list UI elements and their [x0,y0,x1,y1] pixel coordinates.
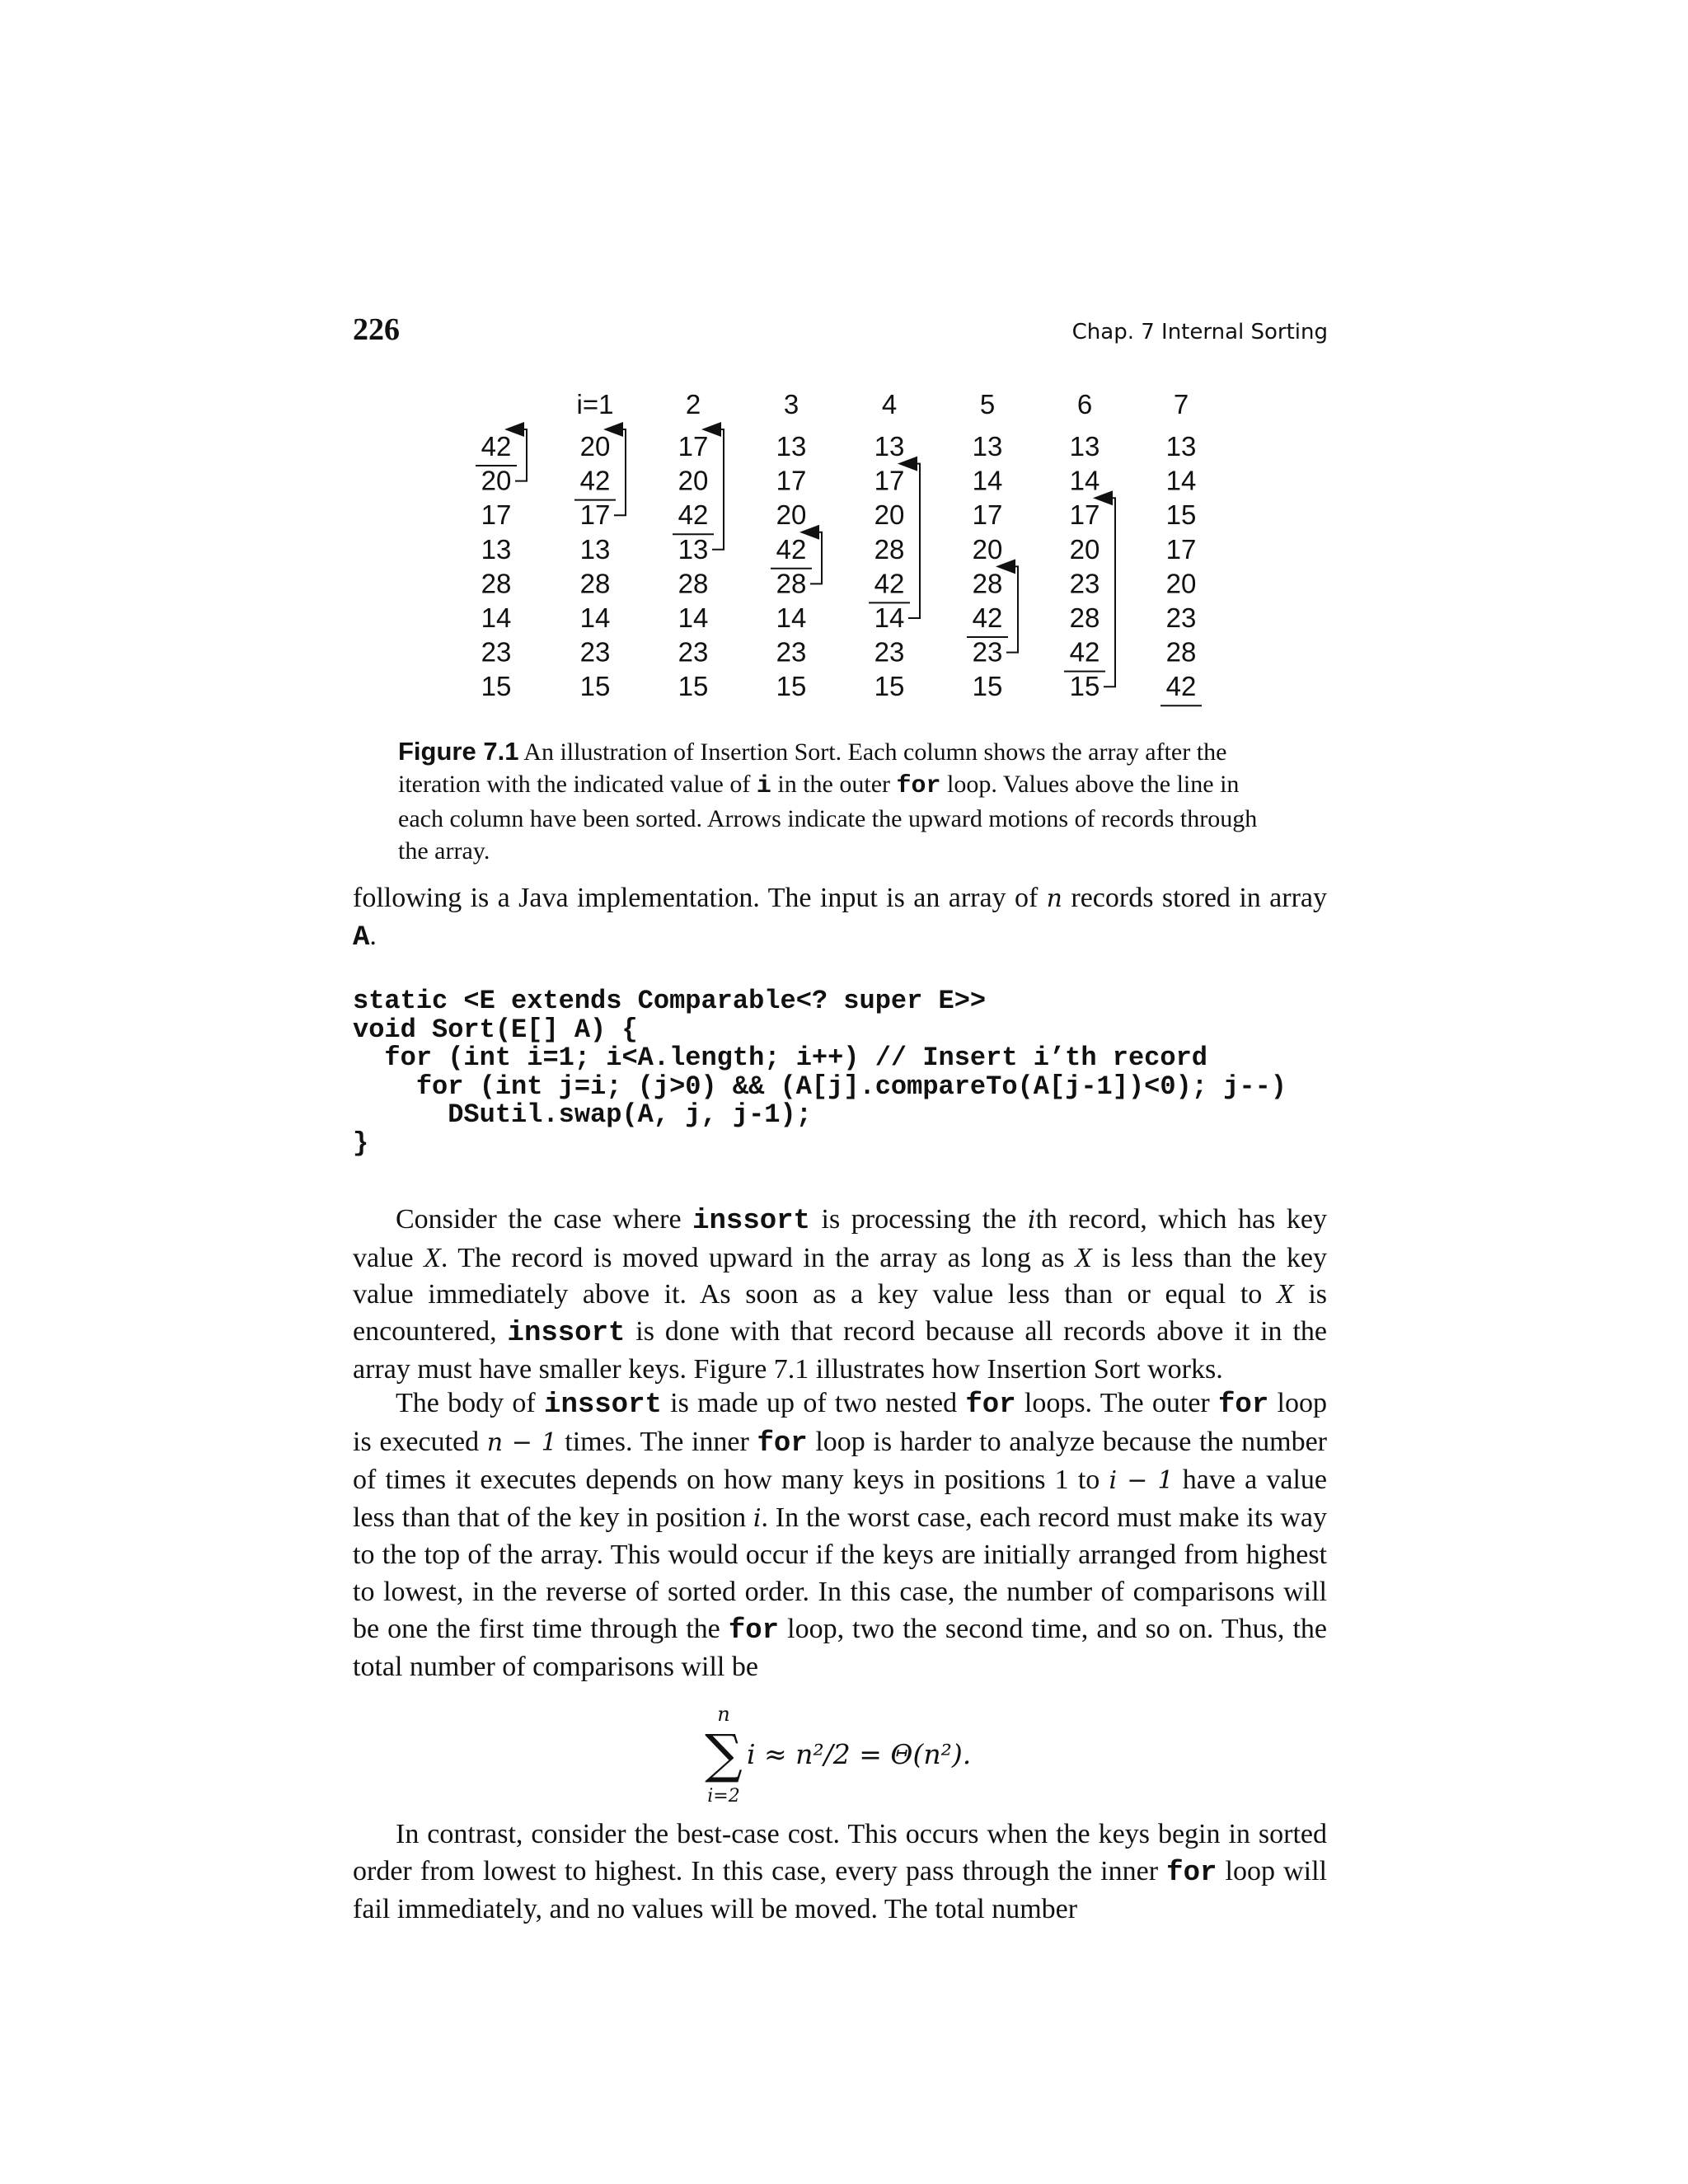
array-value: 23 [776,636,807,668]
code-for: for [965,1390,1016,1421]
text-run: th record, which has key value [353,1204,1327,1273]
sum-body: i ≈ n²/2 = Θ(n²). [747,1738,972,1770]
array-value: 20 [874,499,905,531]
text-run: is made up of two nested [661,1388,966,1418]
array-value: 14 [1069,465,1100,496]
code-block [353,987,1287,1158]
array-value: 15 [678,671,709,702]
sum-upper-limit: n [717,1703,730,1726]
code-line: for (int j=i; (j>0) && (A[j].compareTo(A[j-1])<0); j--) [353,1071,1287,1102]
array-value: 28 [874,533,905,565]
array-value: 13 [874,431,905,462]
summation-equation [0,1698,1688,1813]
array-value: 23 [579,636,611,668]
caption-code-i: i [756,772,771,800]
code-for: for [1166,1857,1217,1889]
text-run: loop is executed [353,1388,1327,1457]
array-value: 14 [678,602,709,633]
array-value: 42 [776,533,807,565]
text-run: is less than the key value immediately above it. As soon as a key value less than or equal to [353,1242,1327,1310]
array-value: 17 [972,499,1003,531]
code-line: DSutil.swap(A, j, j-1); [353,1099,812,1130]
array-value: 17 [678,431,709,462]
column-header: 5 [979,389,996,419]
figure-label: Figure 7.1 [398,737,519,766]
array-value: 17 [1165,533,1197,565]
text-run: loop, two the second time, and so on. Thus, the total number of comparisons will be [353,1613,1327,1683]
math-var: i [1027,1206,1036,1235]
array-value: 15 [579,671,611,702]
array-value: 20 [972,533,1003,565]
array-value: 42 [1069,636,1100,668]
array-value: 13 [579,533,611,565]
text-run: records stored in array [1062,883,1327,913]
caption-text: in the outer [771,771,897,798]
text-run: . In the worst case, each record must make its way to the top of the array. This would occur if the keys are initially arranged from highest to lowest, in the reverse of sorted order. In this case, the number of comparisons will be one the first time through the [353,1502,1327,1644]
running-head: Chap. 7 Internal Sorting [1071,320,1328,344]
text-run: . [369,920,377,951]
array-value: 15 [972,671,1003,702]
math-expr: i − 1 [1109,1466,1174,1496]
array-value: 28 [678,568,709,599]
italic-x: X [1276,1279,1294,1310]
code-line: } [353,1127,369,1159]
column-header: 2 [685,389,701,419]
intro-paragraph [353,880,1327,956]
array-value: 42 [874,568,905,599]
array-value: 15 [776,671,807,702]
text-run: Consider the case where [396,1204,693,1235]
text-run: loop is harder to analyze because the number of times it executes depends on how many keys in positions 1 to [353,1426,1327,1496]
array-value: 17 [481,499,512,531]
array-value: 20 [1069,533,1100,565]
array-value: 17 [776,465,807,496]
italic-x: X [1075,1242,1092,1273]
array-value: 20 [1165,568,1197,599]
code-for: for [728,1615,780,1647]
code-for: for [757,1427,808,1460]
array-value: 14 [972,465,1003,496]
array-value: 15 [1069,671,1100,702]
array-value: 28 [579,568,611,599]
column-header: i=1 [576,389,614,419]
text-run: . The record is moved upward in the array as long as [440,1242,1076,1273]
array-value: 28 [481,568,512,599]
sigma-symbol: ∑ [705,1724,743,1785]
array-value: 13 [972,431,1003,462]
array-value: 42 [481,431,512,462]
italic-x: X [424,1242,441,1273]
caption-text: An illustration of Insertion Sort. Each column shows the array after the iteration with the indicated value of [398,738,1227,798]
array-value: 28 [972,568,1003,599]
text-run: loops. The outer [1015,1388,1219,1418]
code-inssort: inssort [544,1390,662,1421]
array-value: 23 [1165,602,1197,633]
array-value: 20 [678,465,709,496]
array-value: 23 [874,636,905,668]
code-inssort: inssort [692,1206,810,1237]
array-value: 15 [874,671,905,702]
array-value: 15 [481,671,512,702]
array-value: 14 [481,602,512,633]
array-value: 17 [874,465,905,496]
text-run: times. The inner [556,1426,757,1457]
insertion-sort-figure [0,0,1688,725]
column-header: 6 [1076,389,1093,419]
array-value: 42 [972,602,1003,633]
text-run: following is a Java implementation. The input is an array of [353,883,1047,913]
array-value: 14 [579,602,611,633]
array-value: 13 [1165,431,1197,462]
paragraph-3 [353,1816,1327,1929]
math-var: i [753,1503,762,1533]
array-value: 23 [1069,568,1100,599]
text-run: loop will fail immediately, and no values will be moved. The total number [353,1855,1327,1925]
paragraph-2 [353,1385,1327,1686]
caption-code-for: for [896,772,941,800]
array-value: 23 [678,636,709,668]
figure-caption [398,735,1288,867]
column-header: 3 [783,389,799,419]
array-value: 13 [481,533,512,565]
array-value: 28 [1069,602,1100,633]
array-value: 23 [972,636,1003,668]
column-header: 7 [1173,389,1189,419]
array-value: 14 [874,602,905,633]
paragraph-1 [353,1202,1327,1389]
array-value: 42 [678,499,709,531]
text-run: is done with that record because all records above it in the array must have smaller keys. Figure 7.1 illustrates how Insertion Sort works. [353,1315,1327,1385]
array-value: 23 [481,636,512,668]
math-expr: n − 1 [486,1427,557,1457]
text-run: The body of [396,1388,545,1418]
column-header: 4 [881,389,898,419]
array-value: 20 [776,499,807,531]
array-value: 17 [579,499,611,531]
text-run: have a value less than that of the key in position [353,1465,1328,1533]
code-line: static <E extends Comparable<? super E>> [353,986,987,1016]
code-for: for [1218,1390,1269,1421]
array-value: 13 [1069,431,1100,462]
array-value: 42 [579,465,611,496]
array-value: 14 [1165,465,1197,496]
array-value: 17 [1069,499,1100,531]
array-value: 28 [1165,636,1197,668]
array-value: 20 [481,465,512,496]
page-number: 226 [353,312,400,347]
code-line: for (int i=1; i<A.length; i++) // Insert i’th record [353,1043,1207,1073]
code-var: A [353,921,370,954]
array-value: 14 [776,602,807,633]
text-run: is processing the [809,1204,1028,1235]
code-line: void Sort(E[] A) { [353,1014,638,1045]
array-value: 13 [776,431,807,462]
text-run: is encountered, [353,1279,1328,1347]
sum-lower-limit: i=2 [707,1786,740,1807]
array-value: 13 [678,533,709,565]
array-value: 42 [1165,671,1197,702]
math-var: n [1046,884,1062,913]
code-inssort: inssort [507,1317,626,1349]
array-value: 15 [1165,499,1197,531]
caption-text: loop. Values above the line in each column have been sorted. Arrows indicate the upward motions of records through the array. [398,771,1258,865]
array-value: 28 [776,568,807,599]
array-value: 20 [579,431,611,462]
text-run: In contrast, consider the best-case cost. This occurs when the keys begin in sorted order from lowest to highest. In this case, every pass through the inner [353,1819,1327,1886]
